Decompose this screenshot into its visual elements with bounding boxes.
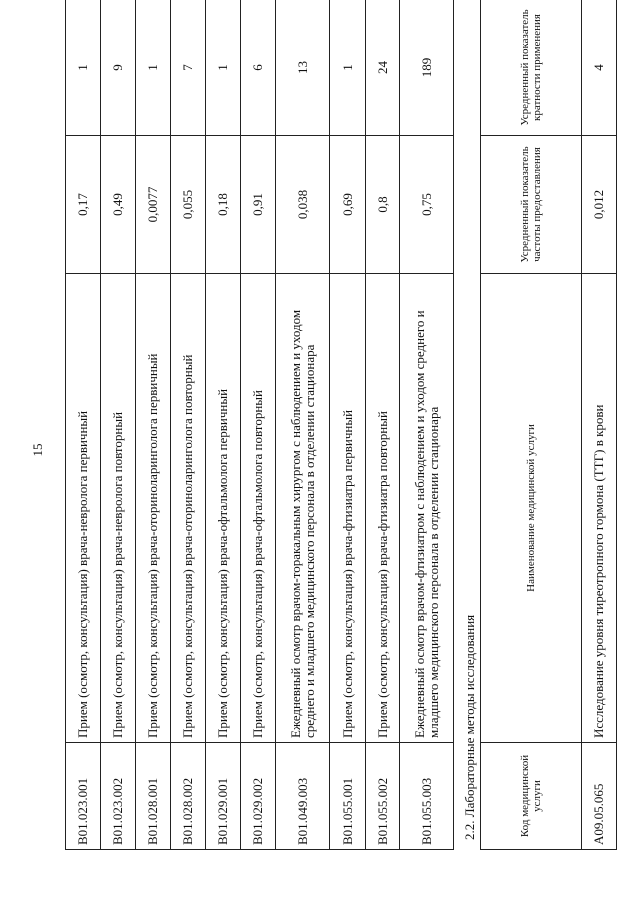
multiplicity-cell: 1 — [66, 0, 101, 136]
multiplicity-cell: 6 — [241, 0, 276, 136]
name-cell: Исследование уровня тиреотропного гормона (ТТГ) в крови — [582, 274, 617, 743]
frequency-cell: 0,69 — [330, 136, 366, 274]
multiplicity-cell: 9 — [101, 0, 136, 136]
table-row — [66, 0, 101, 850]
code-cell: B01.023.001 — [66, 743, 101, 850]
frequency-cell: 0,17 — [66, 136, 101, 274]
lab-table-body — [582, 0, 617, 850]
lab-header-row — [481, 0, 582, 850]
code-cell: B01.055.002 — [366, 743, 400, 850]
table-row — [366, 0, 400, 850]
code-cell: B01.028.001 — [136, 743, 171, 850]
code-cell: B01.023.002 — [101, 743, 136, 850]
code-cell: A09.05.065 — [582, 743, 617, 850]
frequency-cell: 0,75 — [400, 136, 454, 274]
multiplicity-cell: 4 — [582, 0, 617, 136]
table-row — [206, 0, 241, 850]
multiplicity-cell: 1 — [136, 0, 171, 136]
multiplicity-cell: 7 — [171, 0, 206, 136]
multiplicity-cell: 1 — [206, 0, 241, 136]
code-cell: B01.029.002 — [241, 743, 276, 850]
code-cell: B01.028.002 — [171, 743, 206, 850]
code-cell: B01.055.001 — [330, 743, 366, 850]
header-frequency: Усредненный показатель частоты предоставления — [481, 136, 582, 274]
code-cell: B01.049.003 — [276, 743, 330, 850]
table-row — [330, 0, 366, 850]
frequency-cell: 0,055 — [171, 136, 206, 274]
name-cell: Прием (осмотр, консультация) врача-невролога первичный — [66, 274, 101, 743]
name-cell: Прием (осмотр, консультация) врача-оториноларинголога первичный — [136, 274, 171, 743]
table-row — [400, 0, 454, 850]
frequency-cell: 0,18 — [206, 136, 241, 274]
name-cell: Прием (осмотр, консультация) врача-фтизиатра первичный — [330, 274, 366, 743]
name-cell: Прием (осмотр, консультация) врача-офтальмолога первичный — [206, 274, 241, 743]
frequency-cell: 0,012 — [582, 136, 617, 274]
services-table-body — [66, 0, 454, 850]
table-row — [136, 0, 171, 850]
name-cell: Прием (осмотр, консультация) врача-фтизиатра повторный — [366, 274, 400, 743]
page-number: 15 — [30, 443, 45, 457]
code-cell: B01.029.001 — [206, 743, 241, 850]
code-cell: B01.055.003 — [400, 743, 454, 850]
name-cell: Ежедневный осмотр врачом-фтизиатром с наблюдением и уходом среднего и младшего медицинского персонала в отделении стационара — [400, 274, 454, 743]
table-row — [582, 0, 617, 850]
multiplicity-cell: 1 — [330, 0, 366, 136]
frequency-cell: 0,0077 — [136, 136, 171, 274]
header-multiplicity: Усредненный показатель кратности применения — [481, 0, 582, 136]
name-cell: Прием (осмотр, консультация) врача-оториноларинголога повторный — [171, 274, 206, 743]
section-title: 2.2. Лабораторные методы исследования — [462, 614, 477, 840]
services-table — [65, 0, 454, 850]
name-cell: Ежедневный осмотр врачом-торакальным хирургом с наблюдением и уходом среднего и младшего медицинского персонала в отделении стационара — [276, 274, 330, 743]
multiplicity-cell: 24 — [366, 0, 400, 136]
table-row — [101, 0, 136, 850]
header-name: Наименование медицинской услуги — [481, 274, 582, 743]
multiplicity-cell: 13 — [276, 0, 330, 136]
table-row — [171, 0, 206, 850]
table-row — [241, 0, 276, 850]
frequency-cell: 0,91 — [241, 136, 276, 274]
frequency-cell: 0,8 — [366, 136, 400, 274]
name-cell: Прием (осмотр, консультация) врача-офтальмолога повторный — [241, 274, 276, 743]
lab-methods-table — [480, 0, 617, 850]
header-code: Код медицинской услуги — [481, 743, 582, 850]
table-row — [276, 0, 330, 850]
frequency-cell: 0,038 — [276, 136, 330, 274]
name-cell: Прием (осмотр, консультация) врача-невролога повторный — [101, 274, 136, 743]
multiplicity-cell: 189 — [400, 0, 454, 136]
frequency-cell: 0,49 — [101, 136, 136, 274]
